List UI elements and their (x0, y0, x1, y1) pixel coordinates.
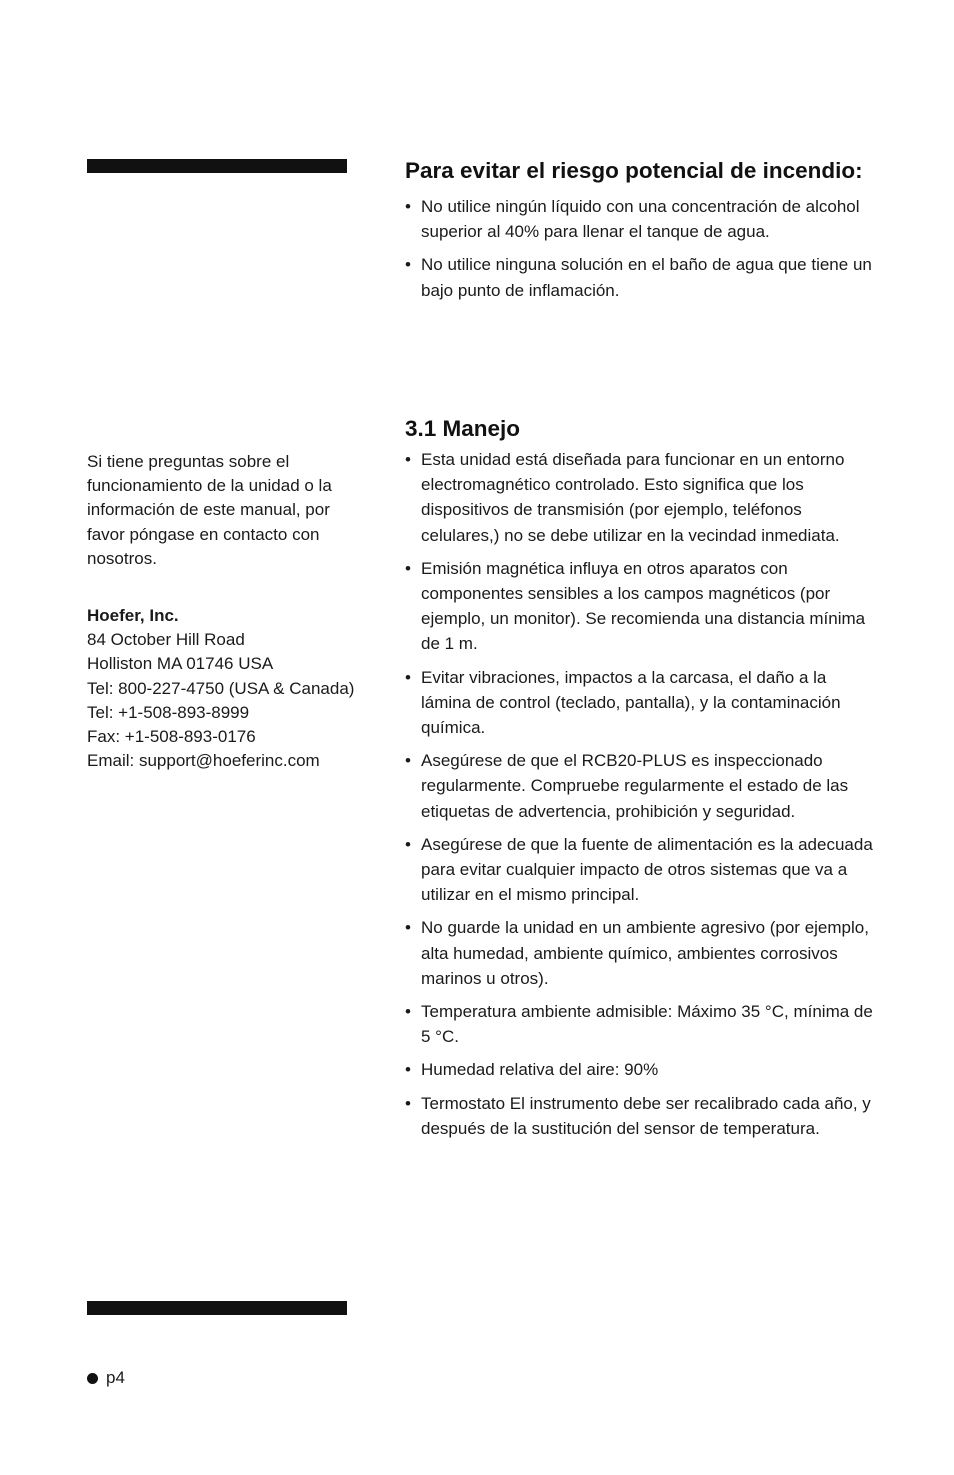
contact-city: Holliston MA 01746 USA (87, 654, 274, 674)
sidebar-note (87, 450, 357, 571)
bottom-divider-bar (87, 1301, 347, 1315)
contact-email: Email: support@hoeferinc.com (87, 751, 320, 771)
list-item: • No utilice ninguna solución en el baño de agua que tiene un bajo punto de inflamación. (405, 252, 875, 302)
bullet-dot-icon (87, 1373, 98, 1384)
fire-risk-heading: Para evitar el riesgo potencial de incendio: (405, 158, 863, 183)
list-item: • Emisión magnética influya en otros aparatos con componentes sensibles a los campos magnéticos (por ejemplo, un monitor). Se recomienda una distancia mínima de 1 m. (405, 556, 875, 657)
list-item: • Esta unidad está diseñada para funcionar en un entorno electromagnético controlado. Esto significa que los dispositivos de transmisión (por ejemplo, teléfonos celulares,) no se debe utilizar en la vecindad inmediata. (405, 447, 875, 548)
handling-section (405, 413, 875, 1149)
company-name: Hoefer, Inc. (87, 606, 179, 625)
fire-risk-section (405, 155, 875, 311)
contact-phone-us: Tel: 800-227-4750 (USA & Canada) (87, 678, 355, 698)
page-footer (87, 1366, 125, 1390)
list-item: • Asegúrese de que el RCB20-PLUS es inspeccionado regularmente. Compruebe regularmente el estado de las etiquetas de advertencia, prohibición y seguridad. (405, 748, 875, 824)
contact-address: 84 October Hill Road (87, 630, 245, 650)
list-item: • Humedad relativa del aire: 90% (405, 1057, 875, 1082)
page-number: p4 (106, 1368, 125, 1387)
contact-fax: Fax: +1-508-893-0176 (87, 727, 256, 747)
contact-phone-intl: Tel: +1-508-893-8999 (87, 702, 250, 722)
list-item: • Asegúrese de que la fuente de alimentación es la adecuada para evitar cualquier impacto de otros sistemas que va a utilizar en el mismo principal. (405, 832, 875, 908)
list-item: • Termostato El instrumento debe ser recalibrado cada año, y después de la sustitución del sensor de temperatura. (405, 1091, 875, 1141)
list-item: • No guarde la unidad en un ambiente agresivo (por ejemplo, alta humedad, ambiente químico, ambientes corrosivos marinos u otros). (405, 915, 875, 991)
sidebar-note-text: Si tiene preguntas sobre el funcionamiento de la unidad o la información de este manual, por favor póngase en contacto con nosotros. (87, 452, 332, 568)
top-divider-bar (87, 159, 347, 173)
list-item: • Temperatura ambiente admisible: Máximo 35 °C, mínima de 5 °C. (405, 999, 875, 1049)
list-item: • No utilice ningún líquido con una concentración de alcohol superior al 40% para llenar el tanque de agua. (405, 194, 875, 244)
handling-list (405, 447, 875, 1141)
list-item: • Evitar vibraciones, impactos a la carcasa, el daño a la lámina de control (teclado, pantalla), y la contaminación química. (405, 665, 875, 741)
handling-heading: 3.1 Manejo (405, 416, 521, 441)
contact-block (87, 604, 357, 773)
fire-risk-list (405, 194, 875, 303)
